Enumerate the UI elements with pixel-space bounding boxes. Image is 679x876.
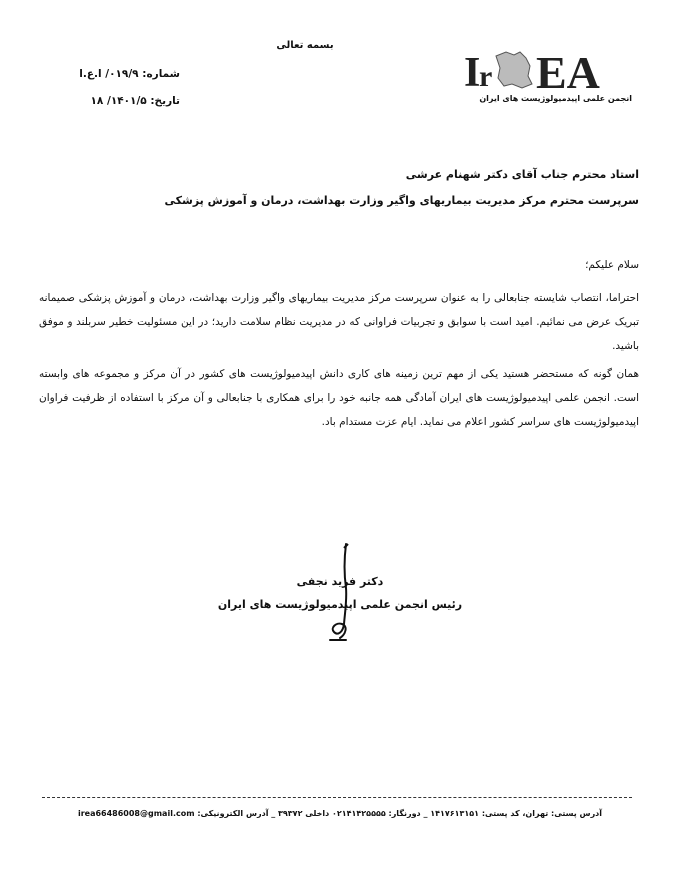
handwritten-signature [300, 540, 380, 650]
irea-logo-mark [462, 46, 636, 92]
signatory-name: دکتر فرید نجفی [296, 575, 384, 588]
svg-text:I: I [464, 50, 481, 92]
footer-address: آدرس پستی: تهران، کد پستی: ۱۴۱۷۶۱۳۱۵۱ _ دورنگار: ۰۲۱۴۱۴۲۵۵۵۵ داخلی ۳۹۳۷۲ _ آدرس الکترونیکی: irea66486008@gmail.com [77, 809, 603, 818]
greeting: سلام علیکم؛ [585, 259, 639, 271]
body-paragraph-1: احتراما، انتصاب شایسته جنابعالی را به عنوان سرپرست مرکز مدیریت بیماریهای واگیر وزارت بهداشت، درمان و آموزش پزشکی صمیمانه تبریک عرض می نمائیم. امید است با سوابق و تجربیات فراوانی که در مدیریت نظام سلامت دارید؛ در این مسئولیت خطیر سربلند و موفق باشید. [39, 292, 639, 352]
letter-date [40, 95, 180, 107]
invocation-heading: بسمه تعالی [276, 40, 334, 51]
logo-caption: انجمن علمی اپیدمیولوژیست های ایران [479, 94, 632, 103]
letter-number-value: ۰۱۹/۹/ ا.ع.ا [79, 68, 139, 80]
signatory-title: رئیس انجمن علمی اپیدمیولوژیست های ایران [217, 598, 463, 611]
organization-logo [462, 46, 636, 116]
letter-number [40, 68, 180, 80]
letter-number-label: شماره: [142, 68, 180, 80]
body-paragraph-2: همان گونه که مستحضر هستید یکی از مهم ترین زمینه های کاری دانش اپیدمیولوژیست های کشور در آن مرکز و مجموعه های وابسته است. انجمن علمی اپیدمیولوژیست های ایران آمادگی همه جانبه خود را برای همکاری با جنابعالی و آن مرکز با استفاده از ظرفیت فراوان اپیدمیولوژیست های سراسر کشور اعلام می نماید. ایام عزت مستدام باد. [39, 368, 639, 428]
letter-date-value: ۱۴۰۱/۵/ ۱۸ [90, 95, 147, 107]
recipient-line-2: سرپرست محترم مرکز مدیریت بیماریهای واگیر وزارت بهداشت، درمان و آموزش پزشکی [164, 194, 639, 207]
svg-text:r: r [479, 60, 493, 92]
svg-text:EA: EA [536, 47, 600, 92]
recipient-line-1: استاد محترم جناب آقای دکتر شهنام عرشی [405, 168, 639, 181]
letter-date-label: تاریخ: [150, 95, 180, 107]
footer-divider [42, 797, 632, 798]
